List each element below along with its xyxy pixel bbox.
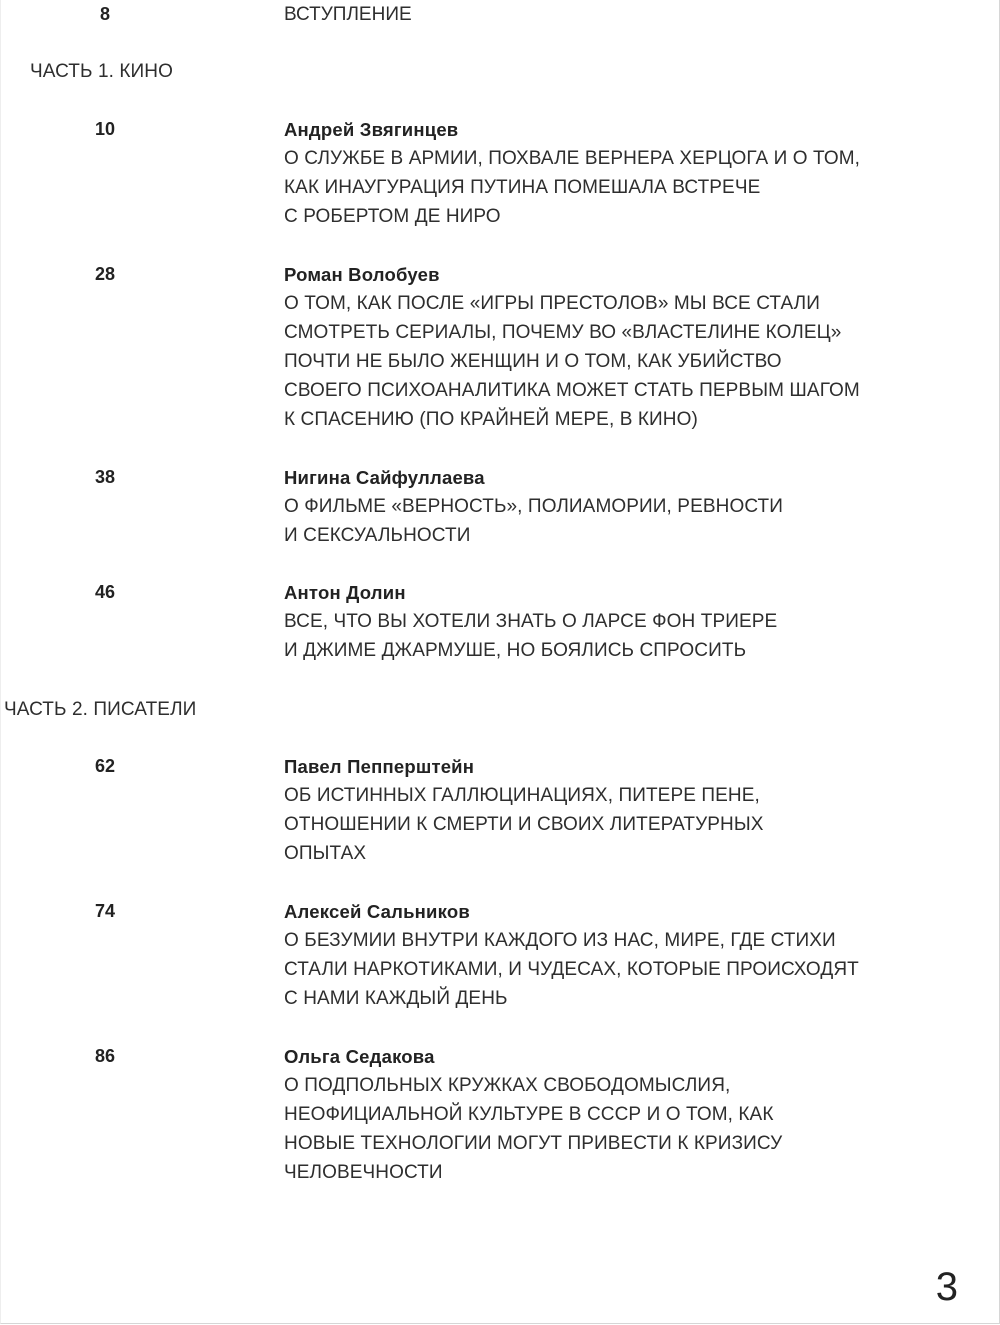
author-name: Андрей Звягинцев [284, 119, 459, 140]
page-number: 38 [94, 467, 116, 487]
section-title-cinema: ЧАСТЬ 1. КИНО [30, 61, 174, 82]
author-name: Павел Пепперштейн [284, 756, 475, 777]
section-title-writers: ЧАСТЬ 2. ПИСАТЕЛИ [4, 699, 197, 720]
page-number: 8 [99, 4, 110, 24]
entry-description: О ФИЛЬМЕ «ВЕРНОСТЬ», ПОЛИАМОРИИ, РЕВНОСТИ И СЕКСУАЛЬНОСТИ [284, 496, 783, 546]
entry-description: ВСЕ, ЧТО ВЫ ХОТЕЛИ ЗНАТЬ О ЛАРСЕ ФОН ТРИЕРЕ И ДЖИМЕ ДЖАРМУШЕ, НО БОЯЛИСЬ СПРОСИТЬ [284, 611, 778, 661]
entry-body [284, 260, 924, 434]
page-number: 46 [94, 582, 116, 602]
page-number: 10 [94, 119, 116, 139]
entry-body [284, 115, 924, 231]
author-name: Антон Долин [284, 582, 406, 603]
entry-description: О ТОМ, КАК ПОСЛЕ «ИГРЫ ПРЕСТОЛОВ» МЫ ВСЕ СТАЛИ СМОТРЕТЬ СЕРИАЛЫ, ПОЧЕМУ ВО «ВЛАСТЕЛИНЕ КОЛЕЦ» ПОЧТИ НЕ БЫЛО ЖЕНЩИН И О ТОМ, КАК УБИЙСТВО СВОЕГО ПСИХОАНАЛИТИКА МОЖЕТ СТАТЬ ПЕРВЫМ ШАГОМ К СПАСЕНИЮ (ПО КРАЙНЕЙ МЕРЕ, В КИНО) [284, 293, 860, 430]
page-number: 86 [94, 1046, 116, 1066]
page-number: 28 [94, 264, 116, 284]
page-folio-number: 3 [935, 1265, 958, 1309]
entry-description: ОБ ИСТИННЫХ ГАЛЛЮЦИНАЦИЯХ, ПИТЕРЕ ПЕНЕ, ОТНОШЕНИИ К СМЕРТИ И СВОИХ ЛИТЕРАТУРНЫХ ОПЫТАХ [284, 785, 764, 864]
entry-body [284, 463, 924, 550]
entry-body [284, 897, 924, 1013]
intro-title: ВСТУПЛЕНИЕ [284, 4, 412, 25]
entry-body [284, 578, 924, 665]
page-number: 74 [94, 901, 116, 921]
author-name: Ольга Седакова [284, 1046, 435, 1067]
entry-description: О ПОДПОЛЬНЫХ КРУЖКАХ СВОБОДОМЫСЛИЯ, НЕОФИЦИАЛЬНОЙ КУЛЬТУРЕ В СССР И О ТОМ, КАК НОВЫЕ ТЕХНОЛОГИИ МОГУТ ПРИВЕСТИ К КРИЗИСУ ЧЕЛОВЕЧНОСТИ [284, 1075, 783, 1183]
entry-description: О БЕЗУМИИ ВНУТРИ КАЖДОГО ИЗ НАС, МИРЕ, ГДЕ СТИХИ СТАЛИ НАРКОТИКАМИ, И ЧУДЕСАХ, КОТОРЫЕ ПРОИСХОДЯТ С НАМИ КАЖДЫЙ ДЕНЬ [284, 930, 859, 1009]
entry-body [284, 1042, 924, 1187]
entry-body [284, 752, 924, 868]
entry-body [284, 0, 924, 29]
author-name: Роман Волобуев [284, 264, 440, 285]
author-name: Нигина Сайфуллаева [284, 467, 485, 488]
entry-description: О СЛУЖБЕ В АРМИИ, ПОХВАЛЕ ВЕРНЕРА ХЕРЦОГА И О ТОМ, КАК ИНАУГУРАЦИЯ ПУТИНА ПОМЕШАЛА ВСТРЕЧЕ С РОБЕРТОМ ДЕ НИРО [284, 148, 861, 227]
author-name: Алексей Сальников [284, 901, 470, 922]
page-number: 62 [94, 756, 116, 776]
